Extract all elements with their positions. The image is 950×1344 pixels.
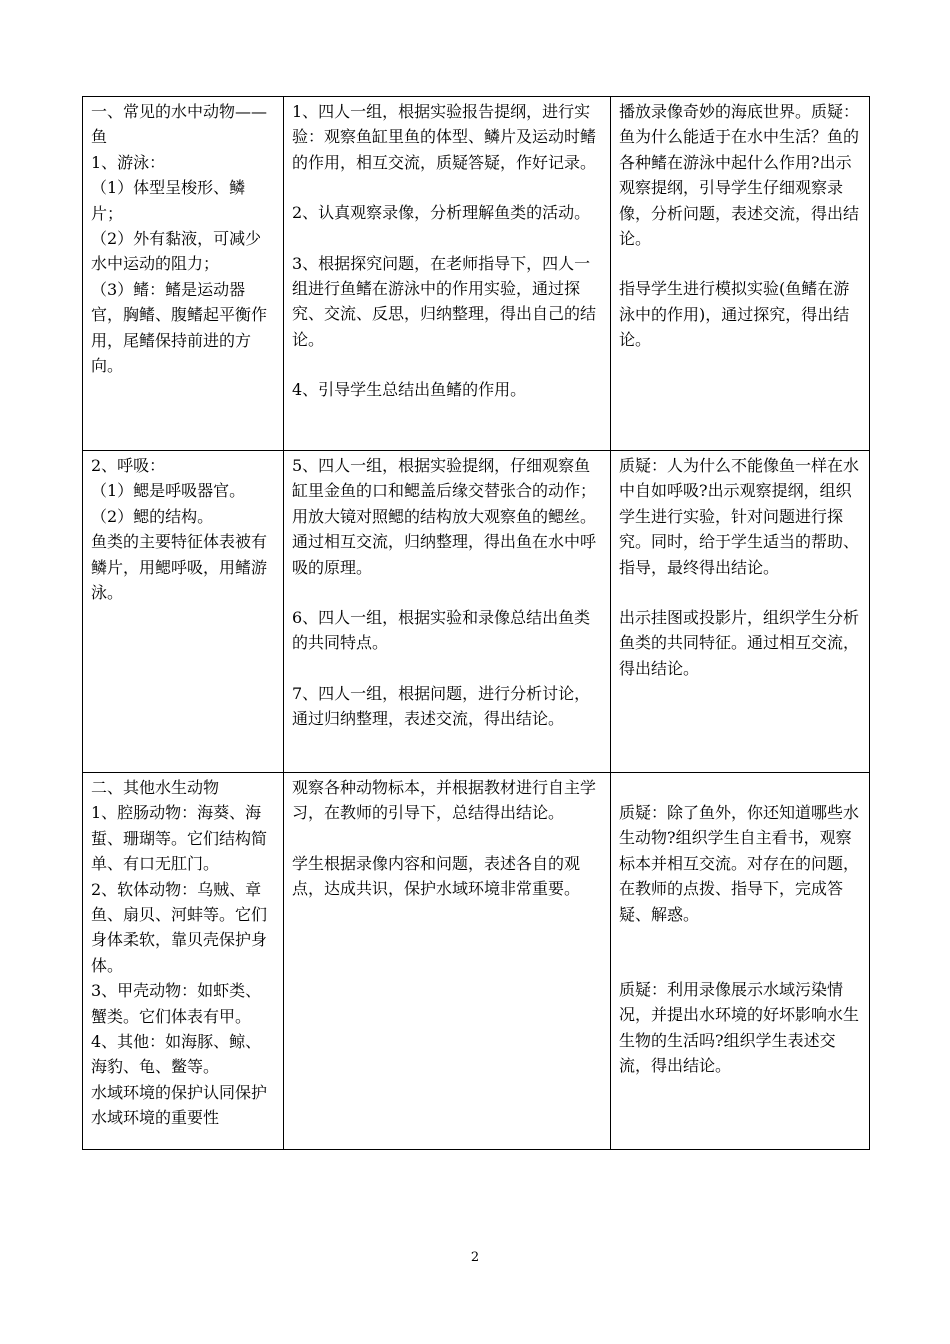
table-row [83, 773, 870, 1150]
cell-text: 出示挂图或投影片，组织学生分析鱼类的共同特征。通过相互交流，得出结论。 [619, 608, 860, 678]
cell-text: 1、腔肠动物：海葵、海蜇、珊瑚等。它们结构简单、有口无肛门。 [91, 803, 268, 874]
page-number: 2 [470, 1250, 480, 1265]
cell-text: 水域环境的保护认同保护水域环境的重要性 [91, 1082, 268, 1128]
cell-text: 质疑：利用录像展示水域污染情况，并提出水环境的好坏影响水生生物的生活吗?组织学生表述交流，得出结论。 [619, 980, 860, 1076]
student-activity-cell [284, 773, 611, 1150]
cell-text: （1）体型呈梭形、鳞片； [91, 178, 246, 223]
cell-text: 质疑：除了鱼外，你还知道哪些水生动物?组织学生自主看书，观察标本并相互交流。对存在的问题，在教师的点拨、指导下，完成答疑、解惑。 [619, 803, 860, 924]
cell-text: 鱼类的主要特征体表被有鳞片，用鳃呼吸，用鳍游泳。 [91, 532, 268, 603]
cell-text: 6、四人一组，根据实验和录像总结出鱼类的共同特点。 [292, 608, 591, 653]
cell-text: 2、认真观察录像，分析理解鱼类的活动。 [292, 203, 591, 223]
cell-text: 4、其他：如海豚、鲸、海豹、龟、鳖等。 [91, 1032, 262, 1077]
table-row [83, 451, 870, 773]
section-heading: 一、常见的水中动物——鱼 [91, 102, 268, 147]
cell-text: 5、四人一组，根据实验提纲，仔细观察鱼缸里金鱼的口和鳃盖后缘交替张合的动作；用放大镜对照鳃的结构放大观察鱼的鳃丝。通过相互交流，归纳整理，得出鱼在水中呼吸的原理。 [292, 456, 597, 577]
cell-text: （3）鳍：鳍是运动器官，胸鳍、腹鳍起平衡作用，尾鳍保持前进的方向。 [91, 279, 268, 376]
cell-text: 质疑：人为什么不能像鱼一样在水中自如呼吸?出示观察提纲，组织学生进行实验，针对问题进行探究。同时，给于学生适当的帮助、指导，最终得出结论。 [619, 456, 860, 577]
student-activity-cell [284, 451, 611, 773]
cell-text: 2、呼吸： [91, 456, 166, 475]
content-cell [83, 773, 284, 1150]
lesson-plan-table [82, 96, 870, 1150]
student-activity-cell [284, 97, 611, 451]
cell-text: 1、游泳： [91, 152, 166, 172]
cell-text: 播放录像奇妙的海底世界。质疑：鱼为什么能适于在水中生活？鱼的各种鳍在游泳中起什么作用?出示观察提纲，引导学生仔细观察录像，分析问题，表述交流，得出结论。 [619, 102, 860, 249]
cell-text: 学生根据录像内容和问题，表述各自的观点，达成共识，保护水域环境非常重要。 [292, 853, 581, 899]
cell-text: 2、软体动物：乌贼、章鱼、扇贝、河蚌等。它们身体柔软，靠贝壳保护身体。 [91, 879, 268, 975]
cell-text: （2）鳃的结构。 [91, 506, 214, 526]
cell-text: （2）外有黏液，可减少水中运动的阻力； [91, 229, 262, 274]
cell-text: （1）鳃是呼吸器官。 [91, 481, 246, 501]
teacher-activity-cell [611, 451, 870, 773]
table-row [83, 97, 870, 451]
content-cell [83, 451, 284, 773]
cell-text: 4、引导学生总结出鱼鳍的作用。 [292, 380, 527, 400]
content-cell [83, 97, 284, 451]
section-heading: 二、其他水生动物 [91, 778, 220, 797]
cell-text: 1、四人一组，根据实验报告提纲，进行实验：观察鱼缸里鱼的体型、鳞片及运动时鳍的作用，相互交流，质疑答疑，作好记录。 [292, 102, 597, 172]
cell-text: 3、甲壳动物：如虾类、蟹类。它们体表有甲。 [91, 981, 262, 1026]
teacher-activity-cell [611, 773, 870, 1150]
teacher-activity-cell [611, 97, 870, 451]
cell-text: 观察各种动物标本，并根据教材进行自主学习，在教师的引导下，总结得出结论。 [292, 778, 597, 823]
cell-text: 7、四人一组，根据问题，进行分析讨论，通过归纳整理，表述交流，得出结论。 [292, 683, 591, 729]
cell-text: 3、根据探究问题，在老师指导下，四人一组进行鱼鳍在游泳中的作用实验，通过探究、交流、反思，归纳整理，得出自己的结论。 [292, 253, 597, 349]
cell-text: 指导学生进行模拟实验(鱼鳍在游泳中的作用)，通过探究，得出结论。 [619, 279, 850, 350]
